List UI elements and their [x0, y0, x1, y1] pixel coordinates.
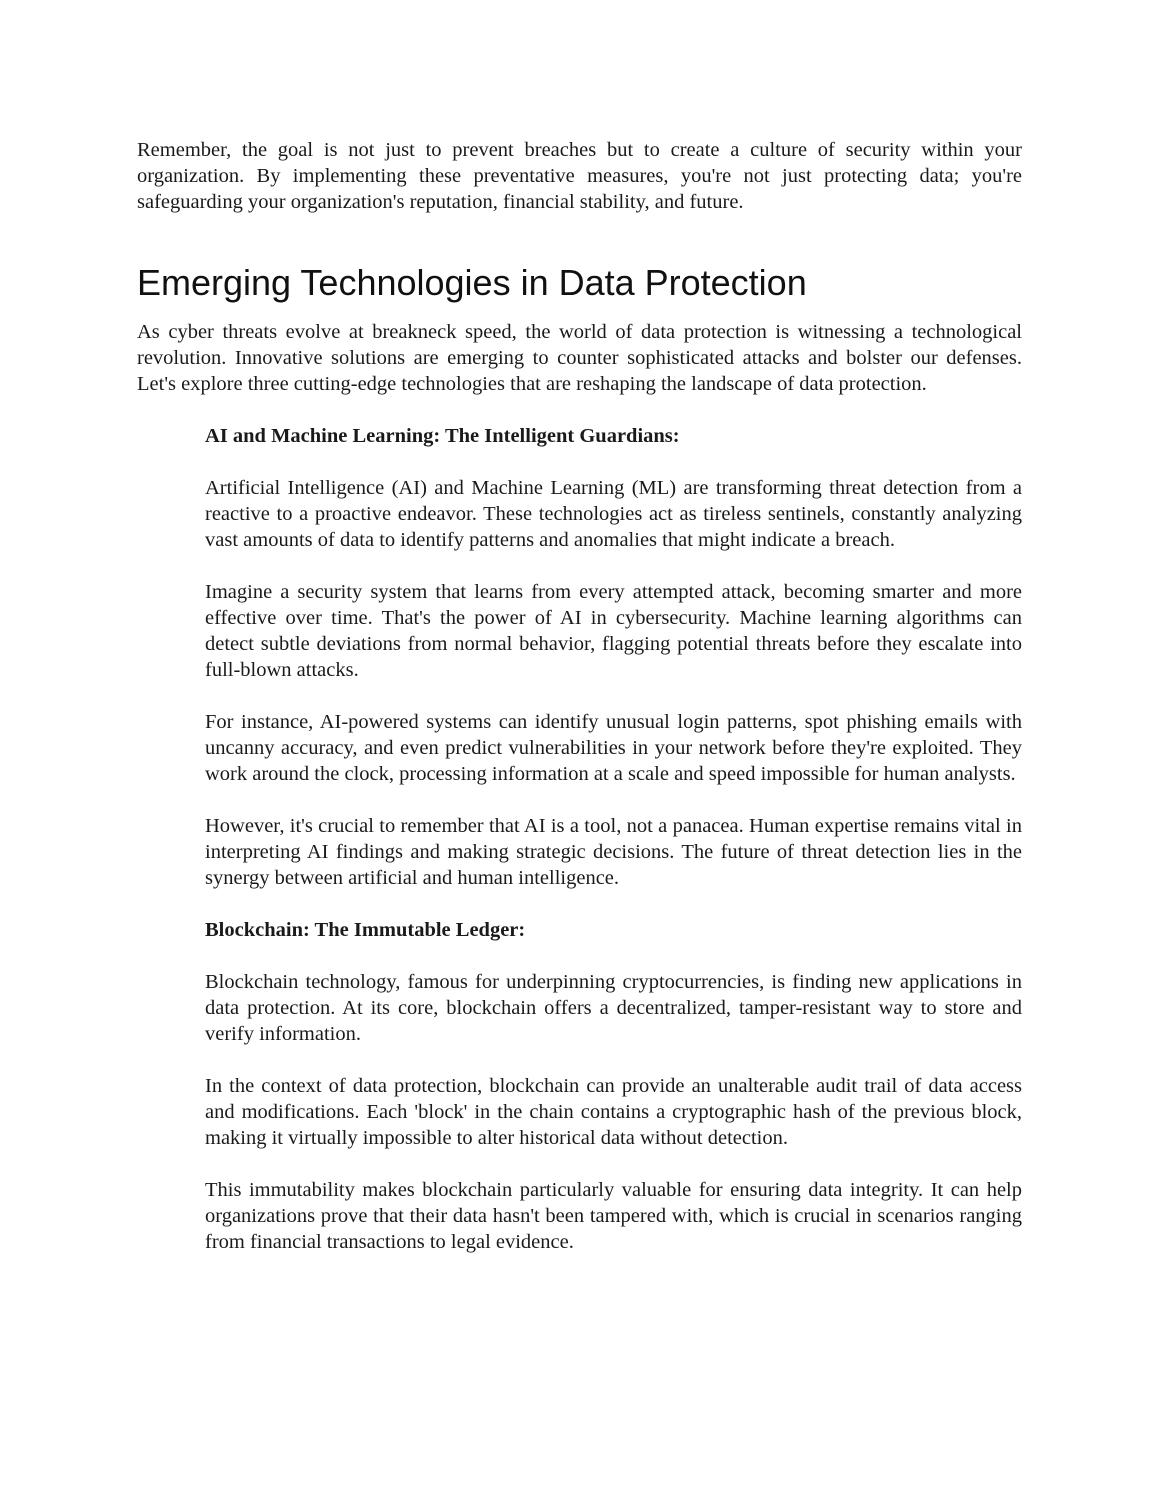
subsection-title-ai-ml: AI and Machine Learning: The Intelligent Guardians: — [205, 425, 680, 447]
paragraph: Artificial Intelligence (AI) and Machine Learning (ML) are transforming threat detection from a reactive to a proactive endeavor. These technologies act as tireless sentinels, constantly analyzing vast amounts of data to identify patterns and anomalies that might indicate a breach. — [205, 477, 1022, 551]
paragraph: For instance, AI-powered systems can identify unusual login patterns, spot phishing emails with uncanny accuracy, and even predict vulnerabilities in your network before they're exploited. They work around the clock, processing information at a scale and speed impossible for human analysts. — [205, 711, 1022, 785]
paragraph: Imagine a security system that learns from every attempted attack, becoming smarter and more effective over time. That's the power of AI in cybersecurity. Machine learning algorithms can detect subtle deviations from normal behavior, flagging potential threats before they escalate into full-blown attacks. — [205, 581, 1022, 681]
paragraph: However, it's crucial to remember that AI is a tool, not a panacea. Human expertise remains vital in interpreting AI findings and making strategic decisions. The future of threat detection lies in the synergy between artificial and human intelligence. — [205, 815, 1022, 889]
paragraph: This immutability makes blockchain particularly valuable for ensuring data integrity. It can help organizations prove that their data hasn't been tampered with, which is crucial in scenarios ranging from financial transactions to legal evidence. — [205, 1179, 1022, 1253]
document-page — [137, 137, 1022, 1281]
paragraph: Blockchain technology, famous for underpinning cryptocurrencies, is finding new applications in data protection. At its core, blockchain offers a decentralized, tamper-resistant way to store and verify information. — [205, 971, 1022, 1045]
paragraph: In the context of data protection, blockchain can provide an unalterable audit trail of data access and modifications. Each 'block' in the chain contains a cryptographic hash of the previous block, making it virtually impossible to alter historical data without detection. — [205, 1075, 1022, 1149]
lead-paragraph: As cyber threats evolve at breakneck speed, the world of data protection is witnessing a technological revolution. Innovative solutions are emerging to counter sophisticated attacks and bolster our defenses. Let's explore three cutting-edge technologies that are reshaping the landscape of data protection. — [137, 321, 1022, 395]
section-ai-ml — [205, 423, 1022, 891]
section-heading: Emerging Technologies in Data Protection — [137, 262, 807, 303]
subsection-title-blockchain: Blockchain: The Immutable Ledger: — [205, 919, 526, 941]
intro-paragraph: Remember, the goal is not just to prevent breaches but to create a culture of security within your organization. By implementing these preventative measures, you're not just protecting data; you're safeguarding your organization's reputation, financial stability, and future. — [137, 139, 1022, 213]
section-blockchain — [205, 917, 1022, 1255]
